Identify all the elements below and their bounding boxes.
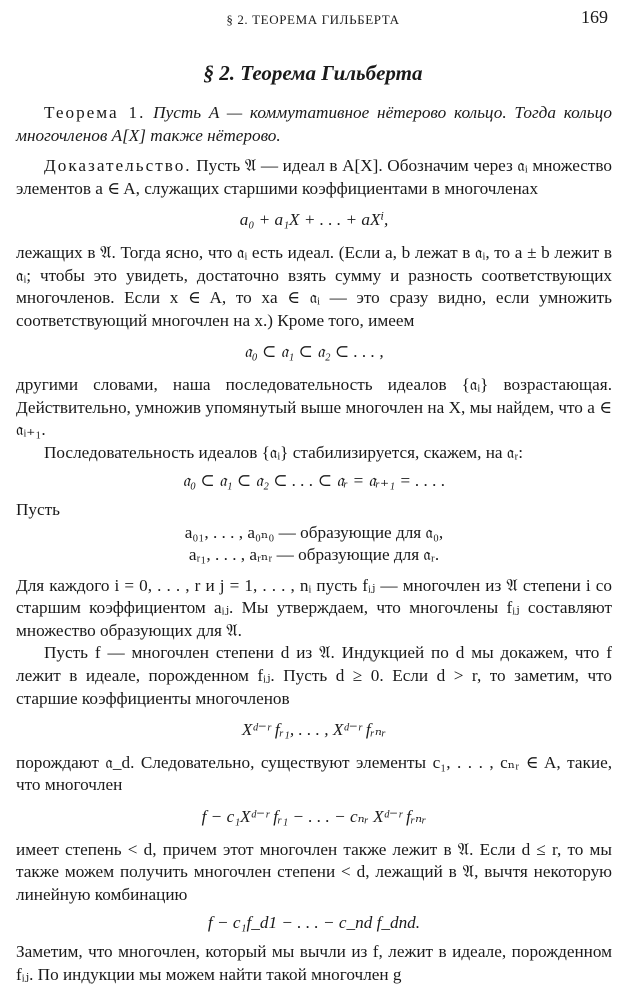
proof-label: Доказательство. (44, 156, 192, 176)
formula-stabilized-chain: 𝔞₀ ⊂ 𝔞₁ ⊂ 𝔞₂ ⊂ . . . ⊂ 𝔞ᵣ = 𝔞ᵣ₊₁ = . . . . (182, 471, 446, 491)
proof-paragraph-7: Пусть f — многочлен степени d из 𝔄. Индукцией по d мы докажем, что f лежит в идеале, порожденном fᵢⱼ. Пусть d ≥ 0. Если d > r, то заметим, что старшие коэффициенты многочленов (16, 643, 612, 708)
section-title: § 2. Теорема Гильберта (203, 61, 423, 85)
running-header (0, 6, 626, 28)
formula-linear-combination: f − c₁f_d1 − . . . − c_nd f_dnd. (207, 913, 421, 933)
header-section-title: § 2. ТЕОРЕМА ГИЛЬБЕРТА (226, 12, 400, 27)
generators-a0: a₀₁, . . . , a₀ₙ₀ — образующие для 𝔞₀, (184, 522, 444, 542)
proof-text-1: Пусть 𝔄 — идеал в A[X]. Обозначим через 𝔞ᵢ множество элементов a ∈ A, служащих старшими коэффициентами в многочленах (16, 156, 613, 198)
proof-paragraph-5: Пусть (16, 499, 60, 519)
proof-paragraph-2: лежащих в 𝔄. Тогда ясно, что 𝔞ᵢ есть идеал. (Если a, b лежат в 𝔞ᵢ, то a ± b лежит в 𝔞ᵢ; чтобы это увидеть, достаточно взять сумму и разность соответствующих многочленов. Если x ∈ A, то xa ∈ 𝔞ᵢ — это сразу видно, если умножить соответствующий многочлен на x.) Кроме того, имеем (16, 242, 612, 330)
proof-paragraph-3: другими словами, наша последовательность идеалов {𝔞ᵢ} возрастающая. Действительно, умножив упомянутый выше многочлен на X, мы найдем, что a ∈ 𝔞ᵢ₊₁. (16, 374, 612, 440)
theorem-statement: Пусть A — коммутативное нётерово кольцо. Тогда кольцо многочленов A[X] также нётерово. (16, 103, 612, 145)
proof-paragraph-4: Последовательность идеалов {𝔞ᵢ} стабилизируется, скажем, на 𝔞ᵣ: (44, 442, 524, 462)
page-number: 169 (581, 7, 608, 27)
generators-ar: aᵣ₁, . . . , aᵣₙᵣ — образующие для 𝔞ᵣ. (188, 545, 440, 565)
main-text (16, 102, 612, 986)
proof-paragraph-8: порождают 𝔞_d. Следовательно, существуют элементы c₁, . . . , cₙᵣ ∈ A, такие, что многочлен (16, 752, 612, 795)
proof-paragraph-1 (16, 155, 612, 200)
formula-ideal-chain: 𝔞₀ ⊂ 𝔞₁ ⊂ 𝔞₂ ⊂ . . . , (244, 342, 384, 362)
proof-paragraph-10: Заметим, что многочлен, который мы вычли из f, лежит в идеале, порожденном fᵢⱼ. По индукции мы можем найти такой многочлен g (16, 942, 612, 984)
proof-paragraph-6: Для каждого i = 0, . . . , r и j = 1, . . . , nᵢ пусть fᵢⱼ — многочлен из 𝔄 степени i со старшим коэффициентом aᵢⱼ. Мы утверждаем, что многочлены fᵢⱼ составляют множество образующих для 𝔄. (16, 575, 612, 640)
proof-paragraph-9: имеет степень < d, причем этот многочлен также лежит в 𝔄. Если d ≤ r, то мы также можем получить многочлен степени < d, лежащий в 𝔄, вычтя некоторую линейную комбинацию (16, 839, 612, 904)
formula-polynomial: a₀ + a₁X + . . . + aXⁱ, (239, 210, 389, 230)
formula-reduced-polynomial: f − c₁Xᵈ⁻ʳ fᵣ₁ − . . . − cₙᵣ Xᵈ⁻ʳ fᵣₙᵣ (201, 807, 427, 827)
theorem-paragraph (16, 102, 612, 147)
theorem-label: Теорема 1. (44, 103, 146, 122)
formula-shifted-polynomials: Xᵈ⁻ʳ fᵣ₁, . . . , Xᵈ⁻ʳ fᵣₙᵣ (241, 720, 387, 740)
